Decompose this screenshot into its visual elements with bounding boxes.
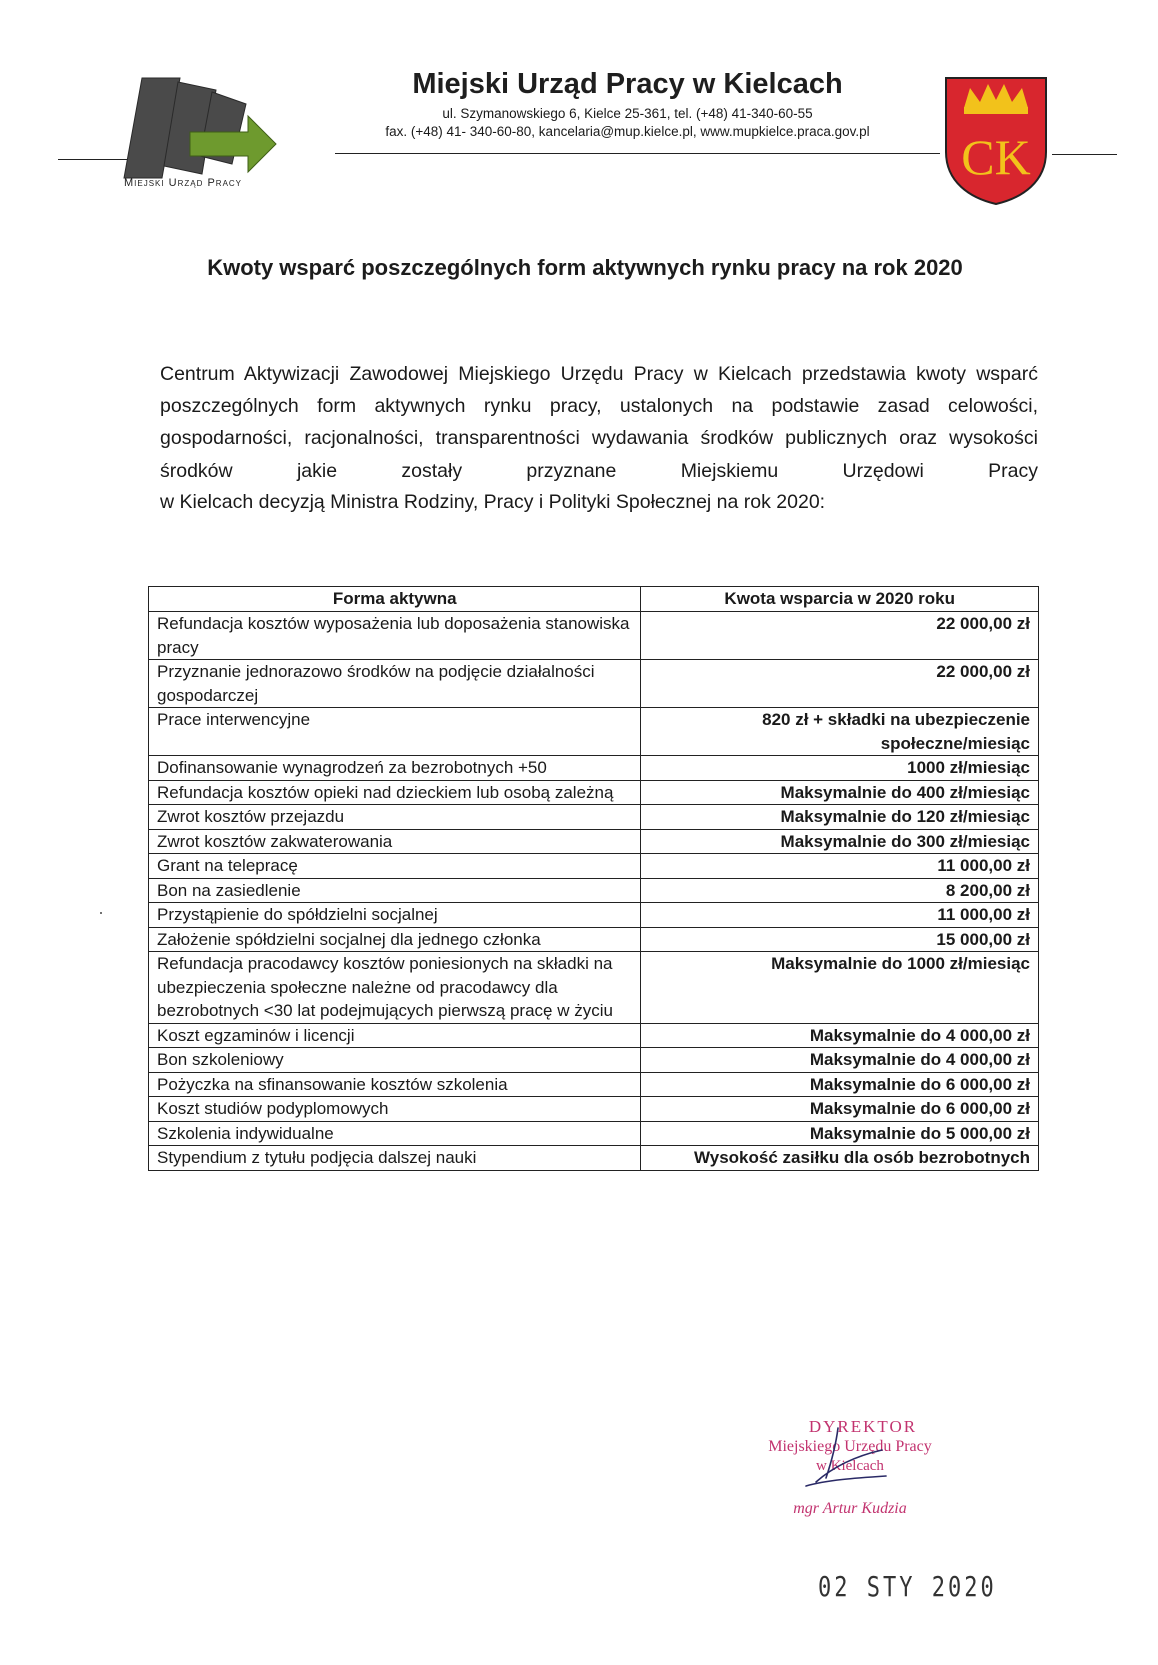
amount-cell: 15 000,00 zł: [641, 927, 1039, 952]
table-row: [149, 903, 1039, 928]
form-cell: Prace interwencyjne: [149, 708, 641, 756]
header-rule-right: [1052, 154, 1117, 155]
form-cell: Zwrot kosztów przejazdu: [149, 805, 641, 830]
column-header-form: Forma aktywna: [149, 587, 641, 612]
form-cell: Pożyczka na sfinansowanie kosztów szkolenia: [149, 1072, 641, 1097]
amount-cell: Maksymalnie do 120 zł/miesiąc: [641, 805, 1039, 830]
amount-cell: Maksymalnie do 6 000,00 zł: [641, 1072, 1039, 1097]
table-row: [149, 805, 1039, 830]
amount-cell: Maksymalnie do 1000 zł/miesiąc: [641, 952, 1039, 1024]
document-title: Kwoty wsparć poszczególnych form aktywnych rynku pracy na rok 2020: [207, 255, 963, 280]
amount-cell: Maksymalnie do 4 000,00 zł: [641, 1048, 1039, 1073]
table-row: [149, 927, 1039, 952]
stamp-city: w Kielcach: [816, 1458, 884, 1474]
amount-cell: 11 000,00 zł: [641, 854, 1039, 879]
form-cell: Refundacja kosztów opieki nad dzieckiem lub osobą zależną: [149, 780, 641, 805]
logo-caption: Miejski Urząd Pracy: [124, 177, 243, 189]
amount-cell: 1000 zł/miesiąc: [641, 756, 1039, 781]
stamp-signatory-name: mgr Artur Kudzia: [793, 1500, 907, 1517]
form-cell: Stypendium z tytułu podjęcia dalszej nauki: [149, 1146, 641, 1171]
handwritten-signature-icon: [786, 1420, 916, 1490]
amount-cell: 8 200,00 zł: [641, 878, 1039, 903]
amount-cell: Maksymalnie do 400 zł/miesiąc: [641, 780, 1039, 805]
table-row: [149, 854, 1039, 879]
stamp-office-name: Miejskiego Urzędu Pracy: [768, 1438, 932, 1455]
table-row: [149, 1146, 1039, 1171]
table-row: [149, 708, 1039, 756]
date-stamp: 02 STY 2020: [818, 1572, 997, 1604]
form-cell: Bon na zasiedlenie: [149, 878, 641, 903]
form-cell: Zwrot kosztów zakwaterowania: [149, 829, 641, 854]
amount-cell: Wysokość zasiłku dla osób bezrobotnych: [641, 1146, 1039, 1171]
table-row: [149, 878, 1039, 903]
table-row: [149, 1023, 1039, 1048]
form-cell: Założenie spółdzielni socjalnej dla jednego członka: [149, 927, 641, 952]
table-row: [149, 829, 1039, 854]
table-row: [149, 780, 1039, 805]
table-row: [149, 612, 1039, 660]
kielce-crest-icon: [942, 74, 1050, 206]
form-cell: Koszt studiów podyplomowych: [149, 1097, 641, 1122]
form-cell: Koszt egzaminów i licencji: [149, 1023, 641, 1048]
form-cell: Refundacja pracodawcy kosztów poniesionych na składki na ubezpieczenia społeczne należne od pracodawcy dla bezrobotnych <30 lat podejmujących pierwszą pracę w życiu: [149, 952, 641, 1024]
table-header-row: [149, 587, 1039, 612]
form-cell: Grant na telepracę: [149, 854, 641, 879]
amount-cell: Maksymalnie do 5 000,00 zł: [641, 1121, 1039, 1146]
form-cell: Refundacja kosztów wyposażenia lub doposażenia stanowiska pracy: [149, 612, 641, 660]
form-cell: Dofinansowanie wynagrodzeń za bezrobotnych +50: [149, 756, 641, 781]
stamp-director-title: DYREKTOR: [808, 1417, 918, 1436]
amount-cell: Maksymalnie do 300 zł/miesiąc: [641, 829, 1039, 854]
column-header-amount: Kwota wsparcia w 2020 roku: [641, 587, 1039, 612]
crest-letters: CK: [961, 129, 1031, 185]
amount-cell: 22 000,00 zł: [641, 660, 1039, 708]
scan-speck: [100, 912, 102, 914]
table-row: [149, 1048, 1039, 1073]
header-rule-middle: [335, 153, 940, 154]
intro-paragraph: Centrum Aktywizacji Zawodowej Miejskiego Urzędu Pracy w Kielcach przedstawia kwoty wsparć poszczególnych form aktywnych rynku pracy, ustalonych na podstawie zasad celowości, gospodarności, racjonalności, transparentności wydawania środków publicznych oraz wysokości środków jakie zostały przyznane Miejskiemu Urzędowi Pracy: [160, 363, 1038, 482]
form-cell: Bon szkoleniowy: [149, 1048, 641, 1073]
form-cell: Przyznanie jednorazowo środków na podjęcie działalności gospodarczej: [149, 660, 641, 708]
header-rule-left: [58, 159, 128, 160]
table-row: [149, 1097, 1039, 1122]
amount-cell: 22 000,00 zł: [641, 612, 1039, 660]
table-row: [149, 756, 1039, 781]
form-cell: Szkolenia indywidualne: [149, 1121, 641, 1146]
table-row: [149, 1121, 1039, 1146]
intro-paragraph-last-line: w Kielcach decyzją Ministra Rodziny, Pracy i Polityki Społecznej na rok 2020:: [160, 491, 826, 513]
form-cell: Przystąpienie do spółdzielni socjalnej: [149, 903, 641, 928]
support-amounts-table: [148, 586, 1039, 1171]
amount-cell: 11 000,00 zł: [641, 903, 1039, 928]
amount-cell: Maksymalnie do 4 000,00 zł: [641, 1023, 1039, 1048]
amount-cell: 820 zł + składki na ubezpieczenie społeczne/miesiąc: [641, 708, 1039, 756]
org-name: Miejski Urząd Pracy w Kielcach: [412, 68, 843, 100]
table-row: [149, 952, 1039, 1024]
org-address: ul. Szymanowskiego 6, Kielce 25-361, tel. (+48) 41-340-60-55: [442, 106, 813, 121]
table-row: [149, 660, 1039, 708]
table-row: [149, 1072, 1039, 1097]
org-contact: fax. (+48) 41- 340-60-80, kancelaria@mup.kielce.pl, www.mupkielce.praca.gov.pl: [385, 124, 870, 139]
amount-cell: Maksymalnie do 6 000,00 zł: [641, 1097, 1039, 1122]
